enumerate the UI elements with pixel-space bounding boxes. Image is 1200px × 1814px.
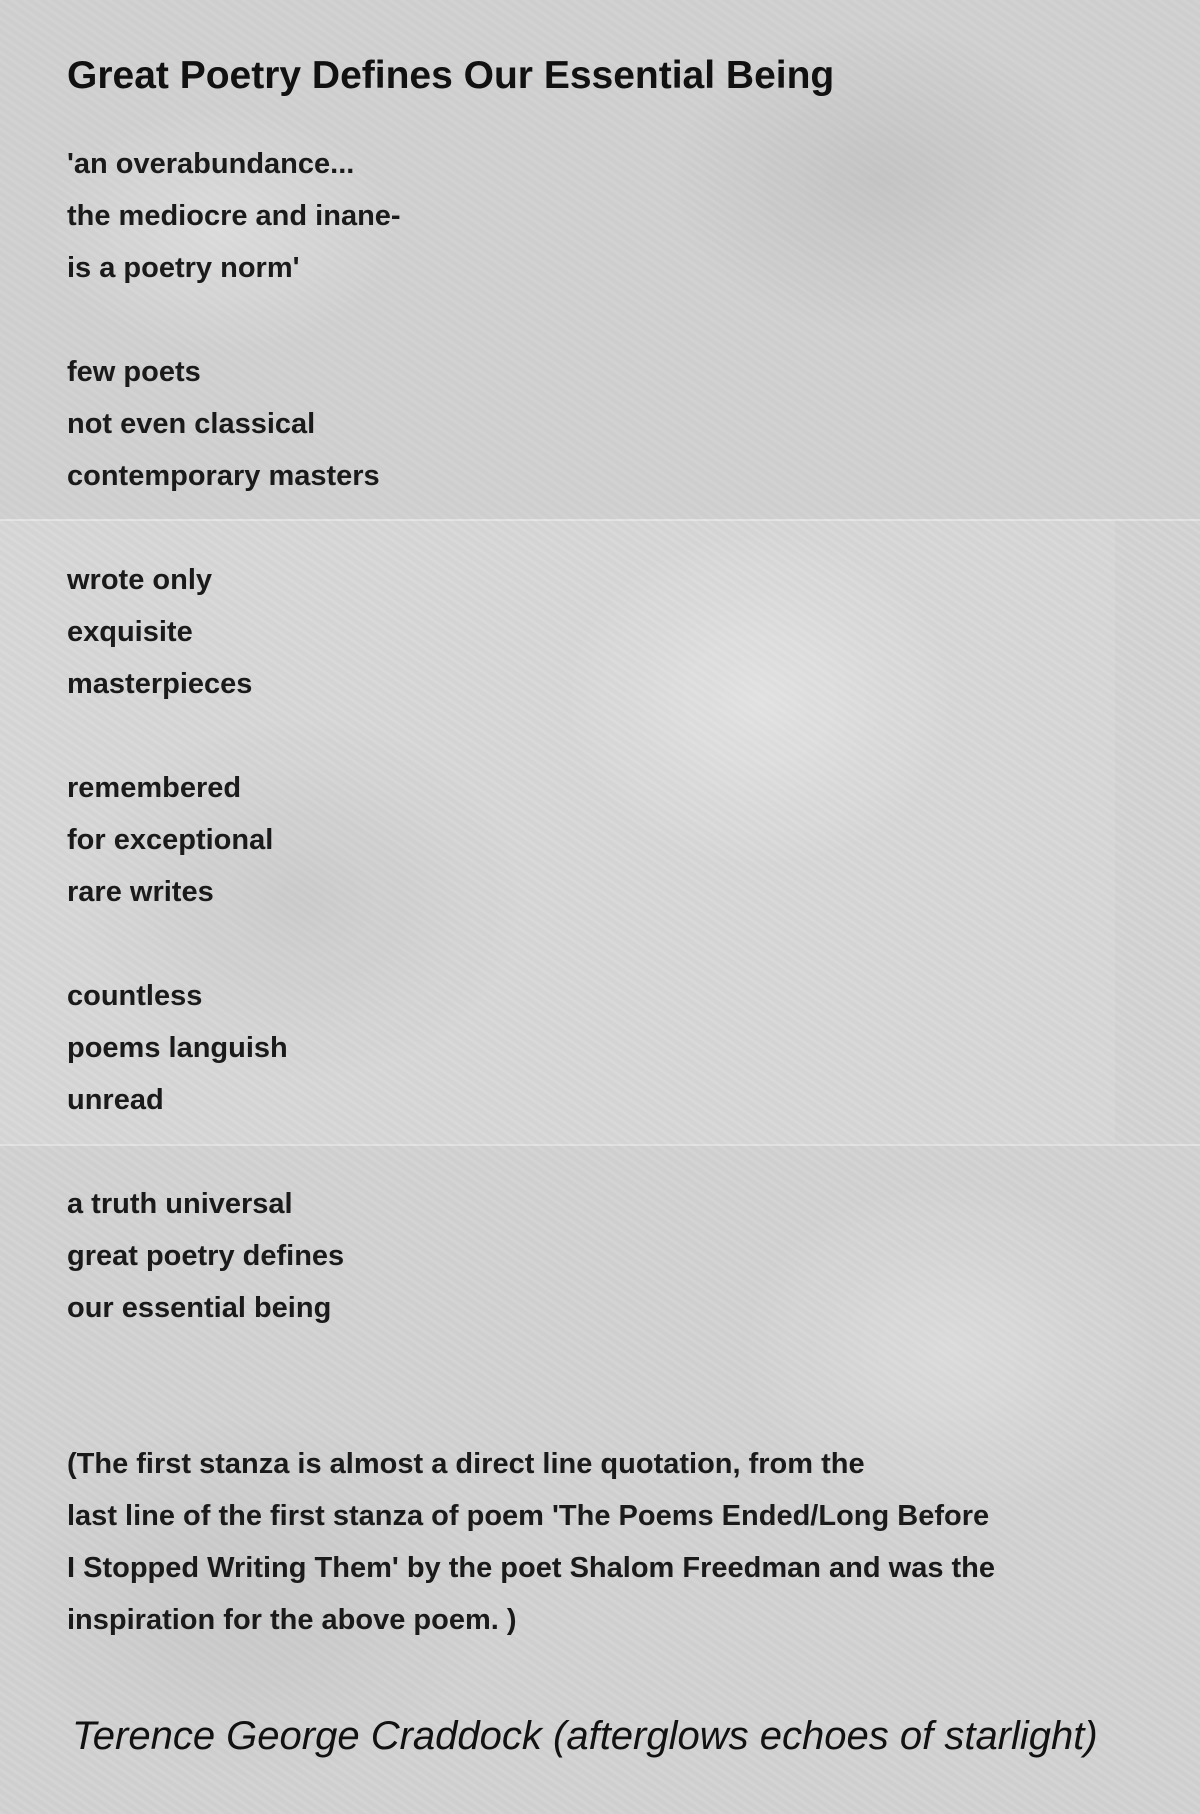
poem-line: for exceptional bbox=[67, 824, 274, 856]
stanza-1 bbox=[67, 138, 1157, 294]
author-note bbox=[67, 1438, 1157, 1646]
poem-line: remembered bbox=[67, 772, 242, 804]
poem-title: Great Poetry Defines Our Essential Being bbox=[67, 54, 835, 97]
note-line: (The first stanza is almost a direct line quotation, from the bbox=[67, 1448, 865, 1480]
poem-line: masterpieces bbox=[67, 668, 253, 700]
poem-line: great poetry defines bbox=[67, 1240, 345, 1272]
poem-line: not even classical bbox=[67, 408, 316, 440]
poem-author: Terence George Craddock (afterglows echoes of starlight) bbox=[72, 1714, 1098, 1758]
stanza-5 bbox=[67, 970, 1157, 1126]
poem-line: rare writes bbox=[67, 876, 214, 908]
note-line: last line of the first stanza of poem 'The Poems Ended/Long Before bbox=[67, 1500, 990, 1532]
poem-line: a truth universal bbox=[67, 1188, 293, 1220]
poem-line: our essential being bbox=[67, 1292, 332, 1324]
note-line: inspiration for the above poem. ) bbox=[67, 1604, 517, 1636]
poem-line: wrote only bbox=[67, 564, 213, 596]
stanza-2 bbox=[67, 346, 1157, 502]
poem-line: countless bbox=[67, 980, 203, 1012]
poem-line: contemporary masters bbox=[67, 460, 380, 492]
poem-line: the mediocre and inane- bbox=[67, 200, 401, 232]
poem-line: is a poetry norm' bbox=[67, 252, 300, 284]
poem-line: exquisite bbox=[67, 616, 193, 648]
poem-line: poems languish bbox=[67, 1032, 288, 1064]
stanza-3 bbox=[67, 554, 1157, 710]
poem-line: 'an overabundance... bbox=[67, 148, 355, 180]
stanza-6 bbox=[67, 1178, 1157, 1334]
poem-line: unread bbox=[67, 1084, 164, 1116]
note-line: I Stopped Writing Them' by the poet Shalom Freedman and was the bbox=[67, 1552, 996, 1584]
stanza-4 bbox=[67, 762, 1157, 918]
poem-body bbox=[67, 50, 1157, 1646]
poem-line: few poets bbox=[67, 356, 201, 388]
